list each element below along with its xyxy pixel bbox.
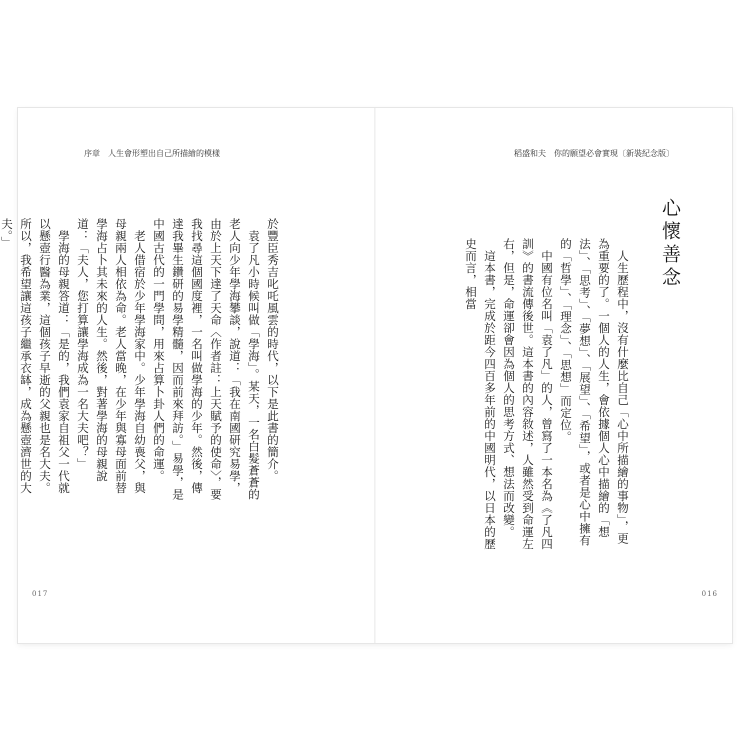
left-page-number: 017: [32, 590, 49, 598]
right-page-number: 016: [701, 590, 718, 598]
left-paragraph-1: 於豐臣秀吉叱吒風雲的時代，以下是此書的簡介。: [266, 218, 280, 482]
right-page-body: [461, 238, 632, 553]
right-paragraph-1: 人生歷程中，沒有什麼比自己「心中所描繪的事物」，更為重要的了。一個人的人生，會依據個人心中描繪的「想法」、「思考」、「夢想」、「展望」、「希望」，或者是心中擁有的「哲學」、「理念」、「思想」而定位。: [559, 238, 630, 547]
right-paragraph-3: 這本書，完成於距今四百多年前的中國明代，以日本的歷史而言，相當: [464, 238, 497, 550]
right-page-header: 稻盛和夫 你的願望必會實現〔新裝紀念版〕: [514, 149, 674, 158]
left-paragraph-3: 老人借宿於少年學海家中。少年學海自幼喪父，與母親兩人相依為命。老人當晚，在少年與寡母面前替學海占卜其未來的人生。然後，對著學海的母親說道：「夫人，您打算讓學海成為一名大夫吧？」: [76, 218, 147, 494]
book-gutter: [374, 108, 376, 643]
book-spread: [0, 108, 732, 643]
left-paragraph-4: 學海的母親答道：「是的，我們袁家自祖父一代就以懸壺行醫為業，這個孩子早逝的父親也是名大夫。所以，我希望讓這孩子繼承衣缽，成為懸壺濟世的大夫。」: [0, 218, 71, 494]
left-page-body: [0, 218, 282, 503]
left-paragraph-2: 袁了凡小時候叫做「學海」。某天，一名白髮蒼蒼的老人向少年學海攀談，說道：「我在南國研究易學，由於上天下達了天命〈作者註：上天賦予的使命〉，要我找尋這個國度裡，一名叫做學海的少年。然後，傳達我畢生鑽研的易學精髓，因而前來拜訪。」易學，是中國古代的一門學問，用來占算卜卦人們的命運。: [152, 218, 261, 501]
left-page-header: 序章 人生會形塑出自己所描繪的模樣: [84, 149, 220, 158]
section-title: 心懷善念: [659, 198, 681, 290]
right-paragraph-2: 中國有位名叫「袁了凡」的人，曾寫了一本名為《了凡四訓》的書流傳後世。這本書的內容敘述，人雖然受到命運左右，但是，命運卻會因為個人的思考方式、想法而改變。: [502, 238, 554, 550]
